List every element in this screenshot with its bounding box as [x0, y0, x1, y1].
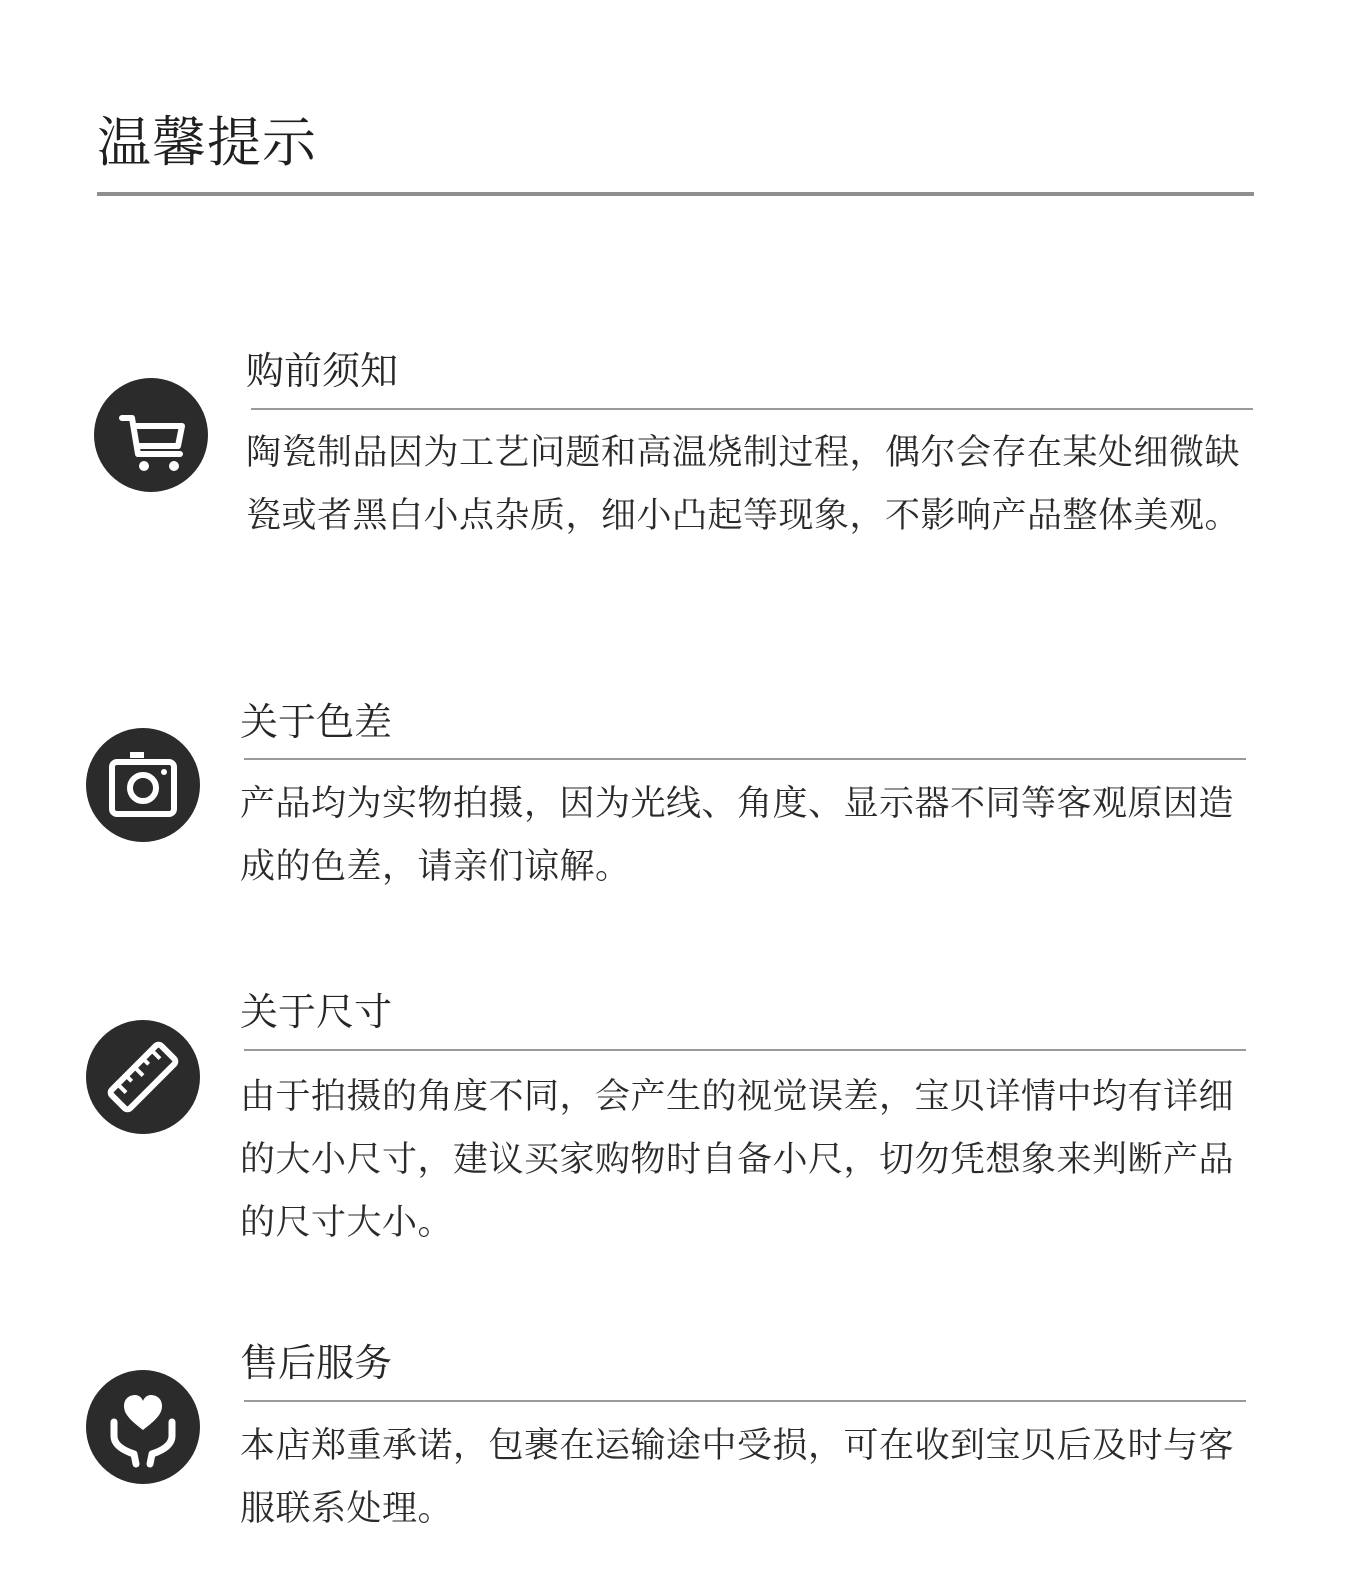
section-body: 由于拍摄的角度不同，会产生的视觉误差，宝贝详情中均有详细的大小尺寸，建议买家购物时自备小尺，切勿凭想象来判断产品的尺寸大小。	[240, 1077, 1235, 1243]
title-divider	[97, 192, 1254, 196]
section-heading: 购前须知	[246, 349, 399, 393]
shopping-cart-icon	[94, 378, 208, 492]
section-divider	[244, 1400, 1246, 1402]
section-heading: 关于尺寸	[240, 990, 393, 1034]
page-title: 温馨提示	[97, 111, 317, 174]
section-heading: 关于色差	[240, 700, 393, 744]
heart-hands-icon	[86, 1370, 200, 1484]
section-body: 陶瓷制品因为工艺问题和高温烧制过程，偶尔会存在某处细微缺瓷或者黑白小点杂质，细小凸起等现象，不影响产品整体美观。	[246, 433, 1241, 536]
section-heading: 售后服务	[240, 1341, 393, 1385]
section-divider	[244, 1049, 1246, 1051]
section-body: 本店郑重承诺，包裹在运输途中受损，可在收到宝贝后及时与客服联系处理。	[240, 1426, 1235, 1529]
section-divider	[251, 408, 1253, 410]
section-divider	[244, 758, 1246, 760]
section-body: 产品均为实物拍摄，因为光线、角度、显示器不同等客观原因造成的色差，请亲们谅解。	[240, 784, 1235, 887]
camera-icon	[86, 728, 200, 842]
ruler-icon	[86, 1020, 200, 1134]
